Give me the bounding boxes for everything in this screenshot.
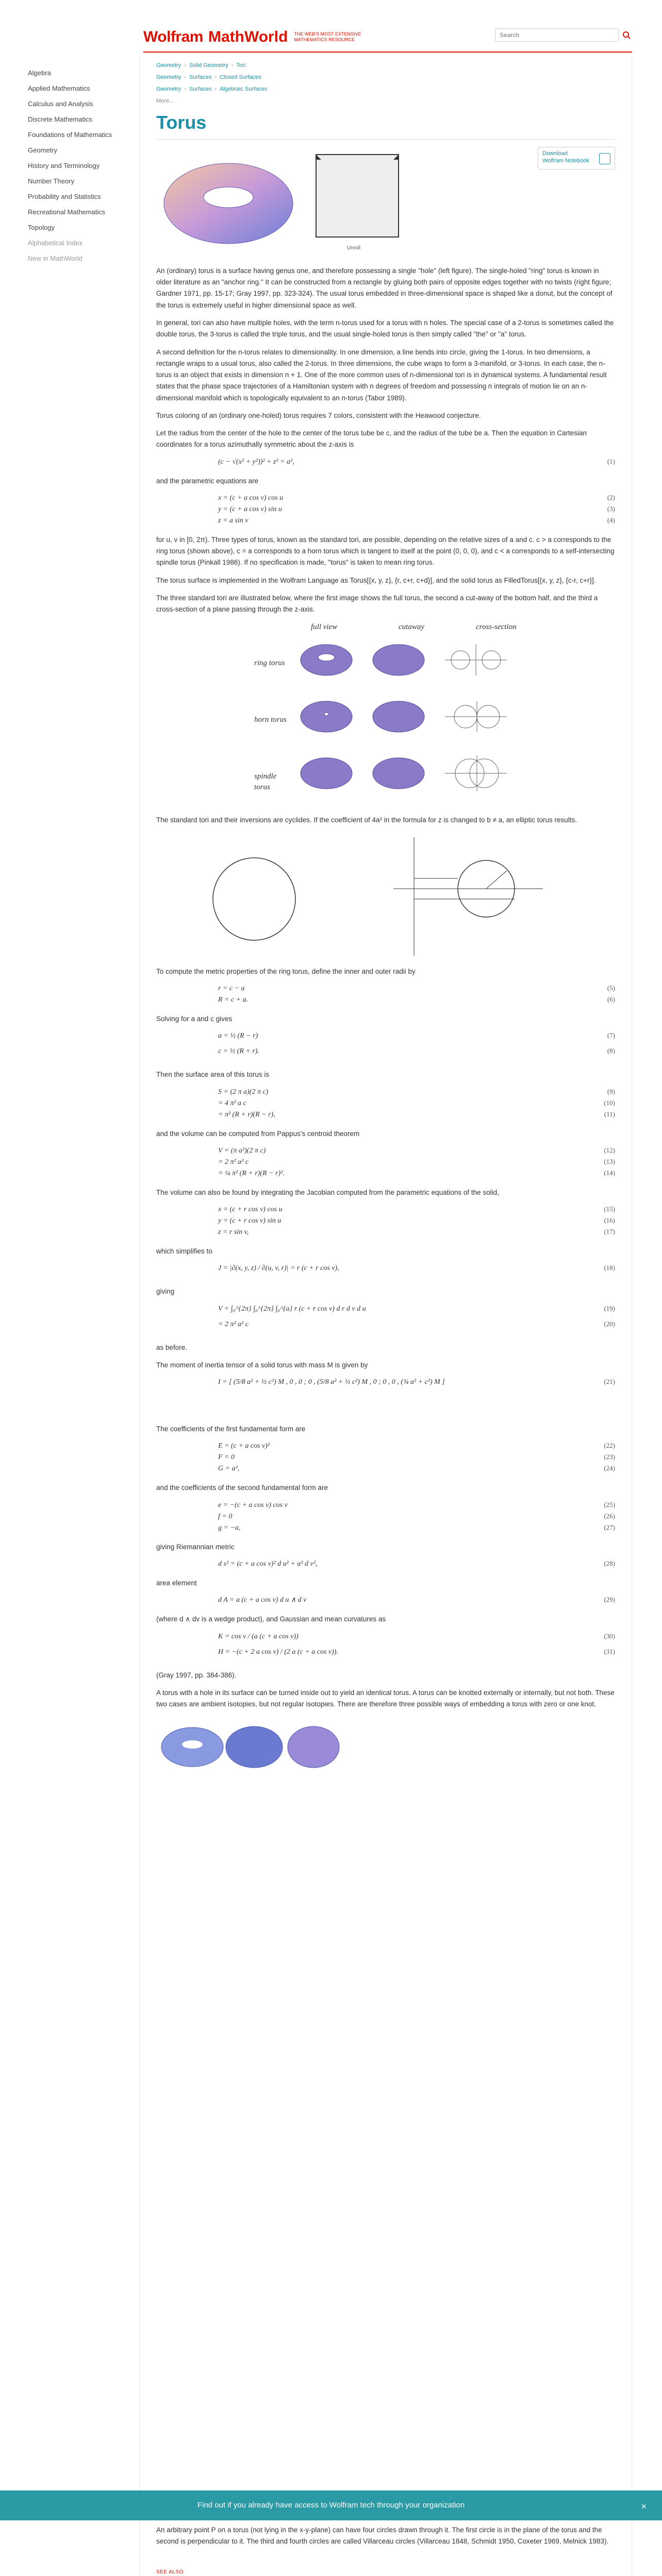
equation: = 4 π² a c (10) (218, 1098, 615, 1107)
search-icon (622, 31, 631, 39)
nav-item-number-theory[interactable]: Number Theory (28, 177, 75, 185)
nav-item-recreational[interactable]: Recreational Mathematics (28, 208, 106, 216)
torus-figure (156, 147, 615, 265)
paragraph: (where d ∧ dv is a wedge product), and Gaussian and mean curvatures as (156, 1615, 386, 1623)
equation: H = −(c + 2 a cos v) / (2 a (c + a cos v)). (31) (218, 1647, 615, 1656)
paragraph: and the parametric equations are (156, 477, 259, 485)
equation: V = (π a²)(2 π c) (12) (218, 1146, 615, 1155)
equation: S = (2 π a)(2 π c) (9) (218, 1087, 615, 1096)
equation-block (156, 1205, 615, 1239)
equation-block (156, 1377, 615, 1416)
equation: y = (c + r cos v) sin u (16) (218, 1216, 615, 1225)
paragraph: Solving for a and c gives (156, 1015, 233, 1023)
paragraph: giving Riemannian metric (156, 1543, 235, 1551)
search-input[interactable] (495, 28, 619, 42)
close-icon[interactable]: × (641, 2501, 647, 2512)
paragraph: The moment of inertia tensor of a solid torus with mass M is given by (156, 1361, 368, 1369)
logo-wolfram-text: Wolfram (143, 28, 203, 46)
download-notebook-button[interactable]: Download Wolfram Notebook (538, 147, 615, 170)
paragraph: Then the surface area of this torus is (156, 1071, 270, 1079)
equation-block (156, 1632, 615, 1663)
equation-block (156, 1031, 615, 1062)
equation: (c − √(x² + y²))² + z² = a², (1) (218, 457, 615, 466)
equation: c = ½ (R + r). (8) (218, 1047, 615, 1056)
ring-torus-image (161, 152, 295, 250)
search-button[interactable] (619, 28, 634, 42)
nav-item-foundations[interactable]: Foundations of Mathematics (28, 131, 112, 139)
paragraph: which simplifies to (156, 1247, 212, 1256)
logo-tagline: THE WEB'S MOST EXTENSIVE MATHEMATICS RESOURCE (294, 31, 361, 42)
nav-item-geometry[interactable]: Geometry (28, 146, 58, 154)
equation: J = |∂(x, y, z) / ∂(u, v, r)| = r (c + r cos v), (18) (218, 1264, 615, 1273)
paragraph: Torus coloring of an (ordinary one-holed) torus requires 7 colors, consistent with the Heawood conjecture. (156, 411, 481, 419)
equation: K = cos v / (a (c + a cos v)) (30) (218, 1632, 615, 1640)
site-logo[interactable] (143, 27, 382, 47)
nav-item-new[interactable]: New in MathWorld (28, 255, 82, 262)
paragraph: The three standard tori are illustrated below, where the first image shows the full torus, the second a cut-away of the bottom half, and the third a cross-section of a plane passing through the z-axis. (156, 594, 598, 614)
nav-item-history[interactable]: History and Terminology (28, 162, 100, 170)
page-title: Torus (156, 109, 615, 140)
section-heading: SEE ALSO (156, 2569, 184, 2575)
equation-block (156, 457, 615, 468)
left-nav (28, 64, 131, 265)
equation-block (156, 1441, 615, 1475)
breadcrumb-more[interactable]: More... (156, 97, 174, 104)
knotted-tori-figure (156, 1716, 615, 1778)
paragraph: To compute the metric properties of the ring torus, define the inner and outer radii by (156, 967, 416, 975)
equation: d s² = (c + a cos v)² d u² + a² d v², (28) (218, 1559, 615, 1568)
equation: a = ½ (R − r) (7) (218, 1031, 615, 1040)
row-header: spindle torus (254, 772, 277, 792)
equation-block (156, 1500, 615, 1534)
equation: E = (c + a cos v)² (22) (218, 1442, 615, 1450)
equation: V = ∫₀^{2π} ∫₀^{2π} ∫₀^{a} r (c + r cos v) d r d v d u (19) (218, 1304, 615, 1313)
equation: R = c + a. (6) (218, 995, 615, 1004)
col-header: full view (311, 622, 338, 631)
nav-item-applied-mathematics[interactable]: Applied Mathematics (28, 84, 90, 92)
paragraph: A second definition for the n-torus relates to dimensionality. In one dimension, a line bends into circle, giving the 1-torus. In two dimensions, a rectangle wraps to a usual torus, also called the 2-torus. In three dimensions, the cube wraps to form a 3-manifold, or 3-torus. In each case, the n-torus is an object that exists in dimension n + 1. One of the more common uses of n-dimensional tori is in dynamical systems. A fundamental result states that the phase space trajectories of a Hamiltonian system with n degrees of freedom and possessing n integrals of motion lie on an n-dimensional manifold which is topologically equivalent to an n-torus (Tabor 1989). (156, 348, 607, 402)
lower-content (156, 2524, 615, 2554)
col-header: cross-section (476, 622, 517, 631)
figure-caption: Unroll (347, 245, 361, 251)
equation: I = [ (5/8 a² + ½ c²) M , 0 , 0 ; 0 , (5/8 a² + ½ c²) M , 0 ; 0 , 0 , (¾ a² + c²) M ] (21) (218, 1378, 615, 1386)
equation: r = c − a (5) (218, 984, 615, 993)
equation: = 2 π² a² c (13) (218, 1157, 615, 1166)
equation: d A = a (c + a cos v) d u ∧ d v (29) (218, 1596, 615, 1604)
equation: x = (c + a cos v) cos u (2) (218, 493, 615, 502)
equation: z = r sin v, (17) (218, 1228, 615, 1236)
paragraph: for u, v in [0, 2π). Three types of torus, known as the standard tori, are possible, depending on the relative sizes of a and c. c > a corresponds to the ring torus (shown above), c = a corresponds to a horn torus which is tangent to itself at the point (0, 0, 0), and c < a corresponds to a self-intersecting spindle torus (Pinkall 1986). If no specification is made, "torus" is taken to mean ring torus. (156, 535, 615, 567)
knotted-tori-image (156, 1716, 342, 1773)
paragraph: The coefficients of the first fundamental form are (156, 1425, 306, 1433)
breadcrumb: Geometry › Solid Geometry › Tori (156, 62, 246, 69)
paragraph: In general, tori can also have multiple holes, with the term n-torus used for a torus with n holes. The special case of a 2-torus is sometimes called the double torus, the 3-torus is called the triple torus, and the usual single-holed torus is then simply called "the" or "a" torus. (156, 319, 614, 338)
equation: y = (c + a cos v) sin u (3) (218, 504, 615, 513)
paragraph: A torus with a hole in its surface can be turned inside out to yield an identical torus. A torus can be knotted externally or internally, but not both. These two cases are ambient isotopies, but not regular isotopies. There are therefore three possible ways of embedding a torus with zero or one knot. (156, 1688, 615, 1708)
equation-block (156, 1146, 615, 1180)
breadcrumb: Geometry › Surfaces › Algebraic Surfaces (156, 86, 268, 92)
equation: e = −(c + a cos v) cos v (25) (218, 1500, 615, 1509)
see-also-section (156, 2560, 615, 2576)
unrolled-rectangle-image (311, 149, 404, 242)
paragraph: An (ordinary) torus is a surface having genus one, and therefore possessing a single "hole" (left figure). The single-holed "ring" torus is known in older literature as an "anchor ring." It can be constructed from a rectangle by gluing both pairs of opposite edges together with no twists (right figure; Gardner 1971, pp. 15-17; Gray 1997, pp. 323-324). The usual torus embedded in three-dimensional space is shaped like a donut, but the concept of the torus is extremely useful in higher dimensional space as well. (156, 266, 613, 309)
equation: G = a², (24) (218, 1464, 615, 1473)
equation: = 2 π² a² c (20) (218, 1319, 615, 1328)
equation-block (156, 1559, 615, 1570)
equation-block (156, 493, 615, 527)
header-rule (143, 52, 632, 53)
equation: = π² (R + r)(R − r), (11) (218, 1110, 615, 1118)
paragraph: An arbitrary point P on a torus (not lying in the x-y-plane) can have four circles drawn through it. The first circle is in the plane of the torus and the second is perpendicular to it. The third and fourth circles are called Villarceau circles (Villarceau 1848, Schmidt 1950, Coxeter 1969, Melnick 1983). (156, 2526, 609, 2546)
equation-block (156, 984, 615, 1006)
col-header: cutaway (399, 622, 424, 631)
nav-item-algebra[interactable]: Algebra (28, 69, 51, 77)
equation-block (156, 1087, 615, 1121)
breadcrumbs (156, 62, 615, 106)
radius-diagram (197, 832, 558, 961)
paragraph: and the coefficients of the second fundamental form are (156, 1484, 328, 1492)
paragraph: (Gray 1997, pp. 384-386). (156, 1671, 237, 1679)
nav-item-discrete-mathematics[interactable]: Discrete Mathematics (28, 115, 92, 123)
paragraph: area element (156, 1579, 197, 1587)
equation: x = (c + r cos v) cos u (15) (218, 1205, 615, 1214)
standard-tori-table (156, 622, 615, 807)
logo-mathworld-text: MathWorld (208, 28, 288, 46)
access-promo-banner[interactable] (0, 2490, 662, 2520)
tori-images (295, 634, 584, 809)
breadcrumb: Geometry › Surfaces › Closed Surfaces (156, 74, 261, 80)
equation-block (156, 1263, 615, 1279)
paragraph: and the volume can be computed from Pappus's centroid theorem (156, 1129, 360, 1138)
paragraph: as before. (156, 1343, 188, 1351)
equation: g = −a, (27) (218, 1523, 615, 1532)
equation-block (156, 1595, 615, 1606)
promo-text: Find out if you already have access to Wolfram tech through your organization (197, 2501, 465, 2510)
paragraph: The standard tori and their inversions are cyclides. If the coefficient of 4a² in the formula for z is changed to b ≠ a, an elliptic torus results. (156, 816, 577, 824)
equation-block (156, 1304, 615, 1335)
main-content (139, 57, 632, 2576)
nav-item-probability[interactable]: Probability and Statistics (28, 193, 101, 200)
paragraph: Let the radius from the center of the hole to the center of the torus tube be c, and the radius of the tube be a. Then the equation in Cartesian coordinates for a torus azimuthally symmetric about the z-axis is (156, 429, 587, 449)
paragraph: The torus surface is implemented in the Wolfram Language as Torus[{x, y, z}, {r, c+r, c+d}], and the solid torus as FilledTorus[{x, y, z}, {c-r, c+r}]. (156, 576, 596, 584)
equation: F = 0 (23) (218, 1453, 615, 1462)
row-header: horn torus (254, 715, 287, 724)
row-header: ring torus (254, 658, 285, 667)
nav-item-alphabetical-index[interactable]: Alphabetical Index (28, 239, 83, 247)
nav-item-calculus-and-analysis[interactable]: Calculus and Analysis (28, 100, 93, 108)
equation: = ¼ π² (R + r)(R − r)². (14) (218, 1168, 615, 1177)
equation: f = 0 (26) (218, 1512, 615, 1520)
paragraph: The volume can also be found by integrating the Jacobian computed from the parametric equations of the solid, (156, 1188, 499, 1196)
nav-item-topology[interactable]: Topology (28, 224, 55, 231)
equation: z = a sin v (4) (218, 516, 615, 524)
paragraph: giving (156, 1287, 175, 1296)
torus-geometry-diagram (156, 832, 615, 966)
